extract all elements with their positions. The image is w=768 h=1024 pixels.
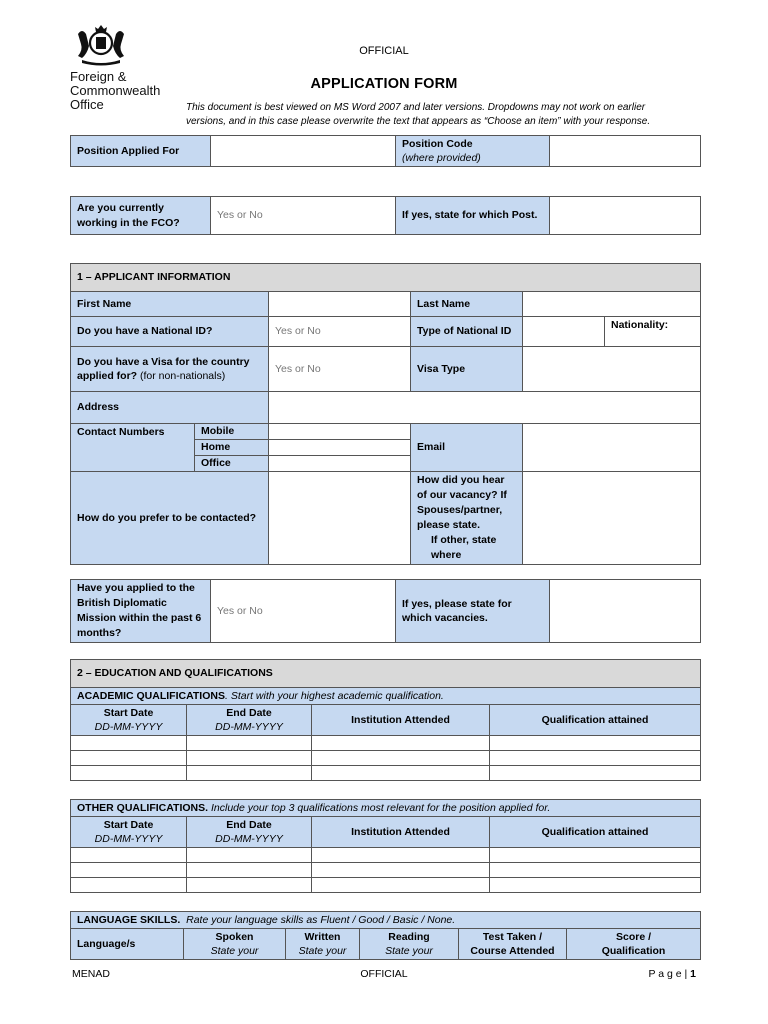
table-cell[interactable]	[490, 848, 701, 863]
language-col-spoken-hint: State your	[210, 945, 259, 958]
footer-page-value: 1	[690, 968, 696, 980]
table-row	[71, 766, 701, 781]
language-col-written-label: Written	[304, 931, 341, 944]
position-code-hint: (where provided)	[402, 152, 481, 165]
other-col-start-label: Start Date	[103, 819, 154, 832]
footer-department: MENAD	[72, 968, 110, 980]
table-cell[interactable]	[490, 878, 701, 893]
visa-label	[71, 347, 269, 392]
last-name-label: Last Name	[411, 292, 523, 317]
academic-col-start-hint: DD-MM-YYYY	[94, 721, 163, 734]
language-col-language: Language/s	[71, 929, 184, 960]
header-classification: OFFICIAL	[359, 45, 409, 57]
visa-type-label: Visa Type	[411, 347, 523, 392]
mission-applied-label: Have you applied to the British Diplomatic Mission within the past 6 months?	[71, 580, 211, 643]
visa-type-field[interactable]	[523, 347, 701, 392]
national-id-label: Do you have a National ID?	[71, 317, 269, 347]
contact-preference-field[interactable]	[269, 472, 411, 565]
other-col-start-hint: DD-MM-YYYY	[94, 833, 163, 846]
footer-page-number	[649, 967, 697, 981]
academic-note: Start with your highest academic qualification.	[230, 690, 444, 702]
table-cell[interactable]	[312, 766, 490, 781]
language-col-score-label-2: Qualification	[601, 945, 666, 958]
language-col-written	[286, 929, 360, 960]
position-code-field[interactable]	[550, 136, 701, 167]
table-cell[interactable]	[71, 878, 187, 893]
language-col-score	[567, 929, 701, 960]
table-cell[interactable]	[187, 766, 312, 781]
other-col-end-label: End Date	[226, 819, 272, 832]
table-row	[71, 863, 701, 878]
language-col-test	[459, 929, 567, 960]
section-2-title: 2 – EDUCATION AND QUALIFICATIONS	[71, 660, 701, 688]
org-name-line-1: Foreign &	[70, 69, 127, 84]
language-col-reading-hint: State your	[385, 945, 433, 958]
language-col-reading-label: Reading	[388, 931, 430, 944]
fco-post-field[interactable]	[550, 197, 701, 235]
applicant-info-table	[70, 263, 701, 565]
position-table	[70, 135, 701, 167]
academic-qualifications-heading	[71, 688, 701, 705]
position-code-label-text: Position Code	[402, 138, 473, 150]
other-col-end-hint: DD-MM-YYYY	[215, 833, 283, 846]
visa-label-note: (for non-nationals)	[140, 370, 226, 382]
table-cell[interactable]	[187, 751, 312, 766]
address-field[interactable]	[269, 392, 701, 424]
mission-table	[70, 579, 701, 643]
page-title: APPLICATION FORM	[310, 76, 458, 92]
position-code-label	[396, 136, 550, 167]
academic-col-end	[187, 705, 312, 736]
office-label: Office	[195, 456, 269, 472]
contact-preference-label: How do you prefer to be contacted?	[71, 472, 269, 565]
visa-label-text: Do you have a Visa for the country applied for?	[77, 355, 250, 382]
org-name-line-2: Commonwealth	[70, 83, 161, 98]
language-skills-heading	[71, 912, 701, 929]
academic-col-end-hint: DD-MM-YYYY	[215, 721, 283, 734]
language-col-test-label-2: Course Attended	[470, 945, 555, 958]
office-field[interactable]	[269, 456, 411, 472]
table-cell[interactable]	[312, 736, 490, 751]
language-note: Rate your language skills as Fluent / Good / Basic / None.	[186, 914, 456, 926]
other-title: OTHER QUALIFICATIONS	[77, 802, 206, 814]
other-qualifications-table	[70, 799, 701, 893]
academic-qualifications-table	[70, 659, 701, 781]
mission-applied-dropdown[interactable]: Yes or No	[211, 580, 396, 643]
fco-working-dropdown[interactable]: Yes or No	[211, 197, 396, 235]
academic-col-qualification: Qualification attained	[490, 705, 701, 736]
table-row	[71, 878, 701, 893]
table-cell[interactable]	[312, 848, 490, 863]
email-label: Email	[411, 424, 523, 472]
fco-working-label: Are you currently working in the FCO?	[71, 197, 211, 235]
national-id-dropdown[interactable]: Yes or No	[269, 317, 411, 347]
mission-vacancies-field[interactable]	[550, 580, 701, 643]
vacancy-source-other: If other, state where	[431, 534, 497, 561]
language-col-spoken-label: Spoken	[215, 931, 254, 944]
table-cell[interactable]	[187, 736, 312, 751]
table-cell[interactable]	[490, 736, 701, 751]
table-cell[interactable]	[187, 878, 312, 893]
position-applied-field[interactable]	[211, 136, 396, 167]
fco-logo	[70, 24, 180, 112]
other-qualifications-heading	[71, 800, 701, 817]
nationality-label[interactable]: Nationality:	[605, 317, 701, 347]
home-field[interactable]	[269, 440, 411, 456]
visa-dropdown[interactable]: Yes or No	[269, 347, 411, 392]
footer-classification: OFFICIAL	[360, 968, 408, 980]
academic-col-start-label: Start Date	[103, 707, 154, 720]
fco-post-label: If yes, state for which Post.	[396, 197, 550, 235]
mission-vacancies-label: If yes, please state for which vacancies.	[396, 580, 550, 643]
type-national-id-field[interactable]	[523, 317, 605, 347]
last-name-field[interactable]	[523, 292, 701, 317]
academic-col-end-label: End Date	[226, 707, 272, 720]
vacancy-source-field[interactable]	[523, 472, 701, 565]
type-national-id-label: Type of National ID	[411, 317, 523, 347]
table-cell[interactable]	[71, 766, 187, 781]
academic-title: ACADEMIC QUALIFICATIONS	[77, 690, 225, 702]
language-col-test-label: Test Taken /	[482, 931, 543, 944]
email-field[interactable]	[523, 424, 701, 472]
table-row	[71, 848, 701, 863]
vacancy-source-label	[411, 472, 523, 565]
table-cell[interactable]	[71, 848, 187, 863]
table-cell[interactable]	[187, 863, 312, 878]
mobile-label: Mobile	[195, 424, 269, 440]
position-applied-label: Position Applied For	[71, 136, 211, 167]
table-cell[interactable]	[490, 766, 701, 781]
table-cell[interactable]	[312, 751, 490, 766]
language-col-score-label: Score /	[616, 931, 652, 944]
table-cell[interactable]	[71, 863, 187, 878]
table-cell[interactable]	[187, 848, 312, 863]
table-cell[interactable]	[490, 751, 701, 766]
table-row	[71, 751, 701, 766]
language-col-reading	[360, 929, 459, 960]
academic-note-spacer: .	[224, 690, 231, 702]
table-cell[interactable]	[71, 751, 187, 766]
first-name-label: First Name	[71, 292, 269, 317]
footer-page-label: P a g e |	[648, 968, 688, 980]
other-col-institution: Institution Attended	[312, 817, 490, 848]
table-row	[71, 736, 701, 751]
other-note: Include your top 3 qualifications most relevant for the position applied for.	[210, 802, 551, 814]
other-note-spacer: .	[205, 802, 211, 814]
other-col-end	[187, 817, 312, 848]
language-col-written-hint: State your	[298, 945, 347, 958]
home-label: Home	[195, 440, 269, 456]
table-cell[interactable]	[312, 878, 490, 893]
language-title: LANGUAGE SKILLS.	[77, 914, 181, 926]
table-cell[interactable]	[71, 736, 187, 751]
vacancy-source-label-text: How did you hear of our vacancy? If Spouses/partner, please state.	[417, 474, 507, 531]
table-cell[interactable]	[490, 863, 701, 878]
academic-col-start	[71, 705, 187, 736]
address-label: Address	[71, 392, 269, 424]
org-name-line-3: Office	[70, 97, 104, 112]
academic-col-institution: Institution Attended	[312, 705, 490, 736]
mobile-field[interactable]	[269, 424, 411, 440]
table-cell[interactable]	[312, 863, 490, 878]
first-name-field[interactable]	[269, 292, 411, 317]
other-col-start	[71, 817, 187, 848]
other-col-qualification: Qualification attained	[490, 817, 701, 848]
language-col-spoken	[184, 929, 286, 960]
section-1-title: 1 – APPLICANT INFORMATION	[71, 264, 701, 292]
contact-numbers-label: Contact Numbers	[71, 424, 195, 472]
fco-table	[70, 196, 701, 235]
language-skills-table	[70, 911, 701, 960]
instructions-note: This document is best viewed on MS Word 2007 and later versions. Dropdowns may not work on earlier versions, and in this case please overwrite the text that appears as “Choose an item” with your response.	[186, 102, 651, 127]
